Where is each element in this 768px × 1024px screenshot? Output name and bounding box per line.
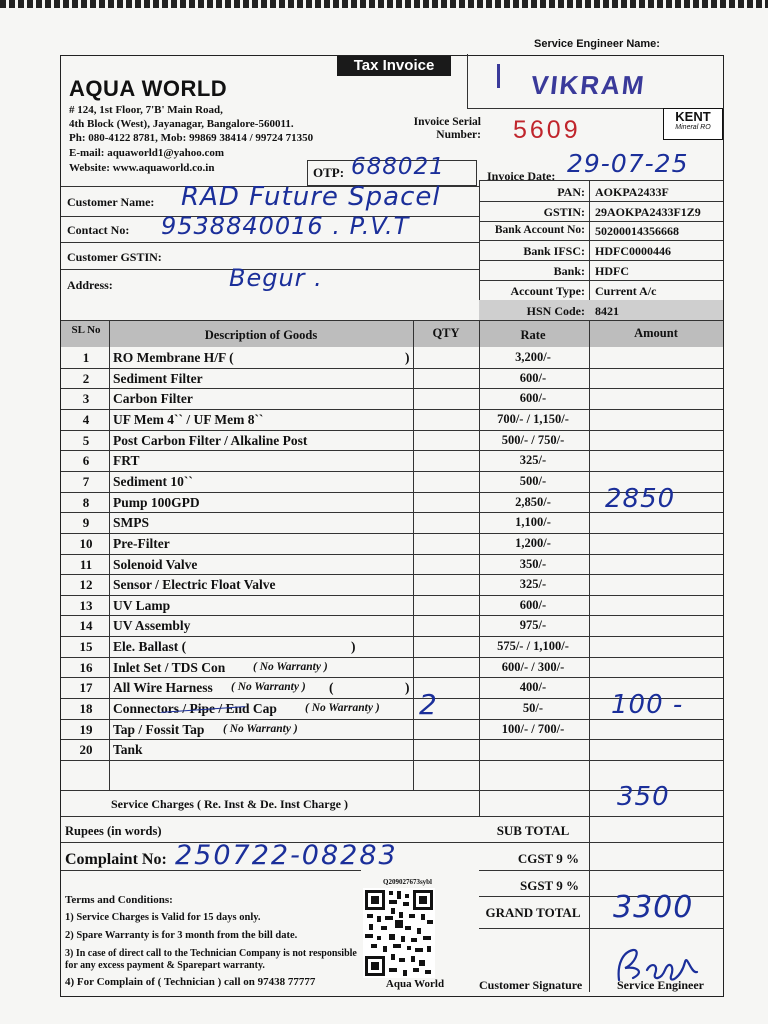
row-rate: 325/- xyxy=(519,577,547,592)
row-divider xyxy=(61,719,723,720)
row-description: UV Assembly xyxy=(113,618,191,634)
customer-name-value: RAD Future Spacel xyxy=(181,182,441,212)
grand-total-value: 3300 xyxy=(613,890,694,925)
col-line-rate xyxy=(589,320,590,992)
row-divider xyxy=(61,450,723,451)
row-description: Pre-Filter xyxy=(113,535,170,551)
bank-name-label: Bank: xyxy=(553,264,585,278)
row-number: 7 xyxy=(82,473,90,489)
row-description: Sediment 10`` xyxy=(113,473,193,489)
stamp-mark xyxy=(497,64,500,88)
bank-account-value: 50200014356668 xyxy=(595,224,679,238)
row-description: Tank xyxy=(113,742,143,758)
cgst-label: CGST 9 % xyxy=(517,851,579,866)
row-divider xyxy=(61,388,723,389)
account-type-value: Current A/c xyxy=(595,284,657,298)
bank-name-value: HDFC xyxy=(595,264,629,278)
row-bracket-close: ) xyxy=(405,680,410,696)
term-3: 3) In case of direct call to the Technician Company is not responsible for any excess payment & Sparepart warranty. xyxy=(65,948,357,971)
contact-row-line xyxy=(61,242,479,243)
perforation-strip xyxy=(0,0,768,8)
col-header-sl: SL No xyxy=(71,324,101,336)
contact-value: 9538840016 . P.V.T xyxy=(161,212,410,240)
row-rate: 2,850/- xyxy=(515,494,551,509)
row-description: Solenoid Valve xyxy=(113,556,198,572)
gstin-label: GSTIN: xyxy=(543,205,585,219)
company-address-line2: 4th Block (West), Jayanagar, Bangalore-560011. xyxy=(69,118,294,130)
row-number: 5 xyxy=(82,432,90,448)
complaint-line xyxy=(61,870,361,871)
row-number: 2 xyxy=(82,370,90,386)
qr-code xyxy=(363,888,435,978)
row-amount: 100 - xyxy=(611,690,684,721)
no-warranty-note: ( No Warranty ) xyxy=(253,660,328,673)
qr-code-text: Q209027673sybl xyxy=(383,878,433,886)
row-divider xyxy=(61,574,723,575)
address-value: Begur . xyxy=(229,264,323,292)
row-amount: 2850 xyxy=(605,483,676,514)
row-description: UV Lamp xyxy=(113,597,171,613)
row-number: 11 xyxy=(79,556,93,572)
row-rate: 325/- xyxy=(519,453,547,468)
row-divider xyxy=(61,430,723,431)
row-description: Inlet Set / TDS Con xyxy=(113,659,226,675)
row-rate: 500/- xyxy=(519,473,547,488)
row-number: 20 xyxy=(79,742,93,758)
row-divider xyxy=(61,533,723,534)
customer-gstin-label: Customer GSTIN: xyxy=(67,250,162,264)
row-description: Carbon Filter xyxy=(113,391,193,407)
terms-title: Terms and Conditions: xyxy=(65,894,173,906)
row-number: 13 xyxy=(79,597,93,613)
tax-invoice-badge: Tax Invoice xyxy=(337,56,451,76)
row-description: Sediment Filter xyxy=(113,370,203,386)
row-number: 10 xyxy=(79,535,93,551)
row-divider xyxy=(61,512,723,513)
service-engineer-signature-label: Service Engineer xyxy=(617,978,704,992)
service-row-bottom xyxy=(61,816,723,817)
gstin-value: 29AOKPA2433F1Z9 xyxy=(595,205,701,219)
col-header-qty: QTY xyxy=(432,326,460,340)
row-description: FRT xyxy=(113,453,140,469)
row-rate: 700/- / 1,150/- xyxy=(497,411,569,426)
row-number: 16 xyxy=(79,659,93,675)
col-line-desc xyxy=(413,320,414,790)
row-number: 6 xyxy=(82,453,90,469)
invoice-form xyxy=(60,55,724,997)
col-line-sl xyxy=(109,320,110,790)
no-warranty-note: ( No Warranty ) xyxy=(231,681,306,694)
row-rate: 600/- / 300/- xyxy=(501,659,565,674)
row-description: RO Membrane H/F ( xyxy=(113,350,234,365)
ifsc-line xyxy=(479,260,723,261)
kent-logo-text: KENT xyxy=(675,109,711,124)
row-rate: 3,200/- xyxy=(515,350,551,364)
sgst-label: SGST 9 % xyxy=(519,878,579,893)
service-charges-value: 350 xyxy=(617,782,670,812)
company-website: Website: www.aquaworld.co.in xyxy=(69,162,215,174)
col-line-qty xyxy=(479,320,480,816)
row-rate: 600/- xyxy=(519,597,547,612)
complaint-no-value: 250722-08283 xyxy=(175,840,398,871)
term-4: 4) For Complain of ( Technician ) call on 97438 77777 xyxy=(65,976,316,988)
row-number: 3 xyxy=(82,391,90,407)
col-header-amount: Amount xyxy=(634,326,678,340)
row-description: SMPS xyxy=(113,515,150,531)
complaint-no-label: Complaint No: xyxy=(65,851,167,868)
row-description: UF Mem 4`` / UF Mem 8`` xyxy=(113,411,264,427)
row-description: Tap / Fossit Tap xyxy=(113,721,205,737)
row-number: 8 xyxy=(82,494,90,510)
invoice-date-value: 29-07-25 xyxy=(567,149,689,178)
row-rate: 600/- xyxy=(519,370,547,385)
company-email: E-mail: aquaworld1@yahoo.com xyxy=(69,147,225,159)
engineer-signature xyxy=(611,944,701,988)
term-1: 1) Service Charges is Valid for 15 days only. xyxy=(65,912,261,923)
row-divider xyxy=(61,471,723,472)
row-rate: 400/- xyxy=(519,680,547,695)
grand-total-label: GRAND TOTAL xyxy=(485,905,581,920)
row-number: 4 xyxy=(82,411,90,427)
grand-total-line xyxy=(479,928,723,929)
row-number: 17 xyxy=(79,680,93,696)
row-divider xyxy=(61,760,723,761)
pan-line xyxy=(479,201,723,202)
header-divider-right xyxy=(479,180,723,181)
invoice-serial-number: 5609 xyxy=(513,116,581,144)
row-divider xyxy=(61,368,723,369)
row-rate: 1,100/- xyxy=(515,515,551,530)
pan-value: AOKPA2433F xyxy=(595,185,669,199)
row-rate: 50/- xyxy=(522,701,544,716)
otp-value: 688021 xyxy=(351,154,445,180)
col-header-desc: Description of Goods xyxy=(204,328,318,342)
row-number: 12 xyxy=(79,577,93,593)
address-label: Address: xyxy=(67,278,113,292)
row-divider xyxy=(61,636,723,637)
row-rate: 500/- / 750/- xyxy=(501,432,565,447)
service-engineer-stamp: VIKRAM xyxy=(529,70,648,100)
service-engineer-label: Service Engineer Name: xyxy=(534,38,660,50)
row-rate: 975/- xyxy=(519,618,547,633)
row-bracket-open: ( xyxy=(329,680,334,696)
sub-total-label: SUB TOTAL xyxy=(496,823,570,838)
hsn-label: HSN Code: xyxy=(526,304,585,318)
row-number: 15 xyxy=(79,639,93,655)
row-bracket-close: ) xyxy=(351,639,356,655)
row-qty: 2 xyxy=(419,688,438,722)
rupees-in-words-label: Rupees (in words) xyxy=(65,824,162,838)
bank-account-label: Bank Account No: xyxy=(494,224,585,236)
qr-caption: Aqua World xyxy=(385,978,445,990)
row-divider xyxy=(61,615,723,616)
row-description: Sensor / Electric Float Valve xyxy=(113,577,276,593)
row-description: Pump 100GPD xyxy=(113,494,200,510)
bank-ifsc-value: HDFC0000446 xyxy=(595,244,671,258)
pan-label: PAN: xyxy=(557,185,585,199)
row-rate: 600/- xyxy=(519,391,547,406)
row-rate: 1,200/- xyxy=(515,535,551,550)
company-phone: Ph: 080-4122 8781, Mob: 99869 38414 / 99724 71350 xyxy=(69,132,314,144)
row-description: Post Carbon Filter / Alkaline Post xyxy=(113,432,308,448)
invoice-serial-label: Invoice Serial Number: xyxy=(413,116,481,141)
account-type-label: Account Type: xyxy=(510,284,585,298)
contact-label: Contact No: xyxy=(67,223,130,237)
otp-label: OTP: xyxy=(313,165,345,180)
row-divider xyxy=(61,595,723,596)
account-line xyxy=(479,240,723,241)
row-number: 19 xyxy=(79,721,93,737)
row-bracket-close: ) xyxy=(405,350,410,365)
row-description: Connectors / Pipe / End Cap xyxy=(113,701,277,717)
row-number: 18 xyxy=(79,701,93,717)
row-divider xyxy=(61,657,723,658)
row-number: 9 xyxy=(82,515,90,531)
cgst-line xyxy=(479,870,723,871)
bank-ifsc-label: Bank IFSC: xyxy=(523,244,585,258)
row-rate: 575/- / 1,100/- xyxy=(497,639,569,654)
no-warranty-note: ( No Warranty ) xyxy=(223,722,298,735)
row-divider xyxy=(61,409,723,410)
term-2: 2) Spare Warranty is for 3 month from the bill date. xyxy=(65,930,298,941)
row-rate: 100/- / 700/- xyxy=(501,721,565,736)
company-address-line1: # 124, 1st Floor, 7'B' Main Road, xyxy=(69,104,223,116)
row-divider xyxy=(61,739,723,740)
row-description: All Wire Harness xyxy=(113,680,213,696)
kent-logo xyxy=(663,108,723,140)
customer-signature-label: Customer Signature xyxy=(479,978,583,992)
invoice-date-label: Invoice Date: xyxy=(487,169,556,183)
row-number: 1 xyxy=(82,350,90,365)
row-divider xyxy=(61,554,723,555)
gstin-line xyxy=(479,221,723,222)
hsn-value: 8421 xyxy=(595,304,619,318)
row-divider xyxy=(61,677,723,678)
row-description: Ele. Ballast ( xyxy=(113,639,187,655)
customer-name-label: Customer Name: xyxy=(67,195,155,209)
row-rate: 350/- xyxy=(519,556,547,571)
company-name: AQUA WORLD xyxy=(69,76,228,101)
bank-line xyxy=(479,280,723,281)
row-number: 14 xyxy=(79,618,93,634)
kent-logo-subtext: Mineral RO xyxy=(675,124,711,131)
no-warranty-note: ( No Warranty ) xyxy=(305,702,380,715)
service-charges-label: Service Charges ( Re. Inst & De. Inst Charge ) xyxy=(111,797,348,811)
col-header-rate: Rate xyxy=(520,328,546,342)
